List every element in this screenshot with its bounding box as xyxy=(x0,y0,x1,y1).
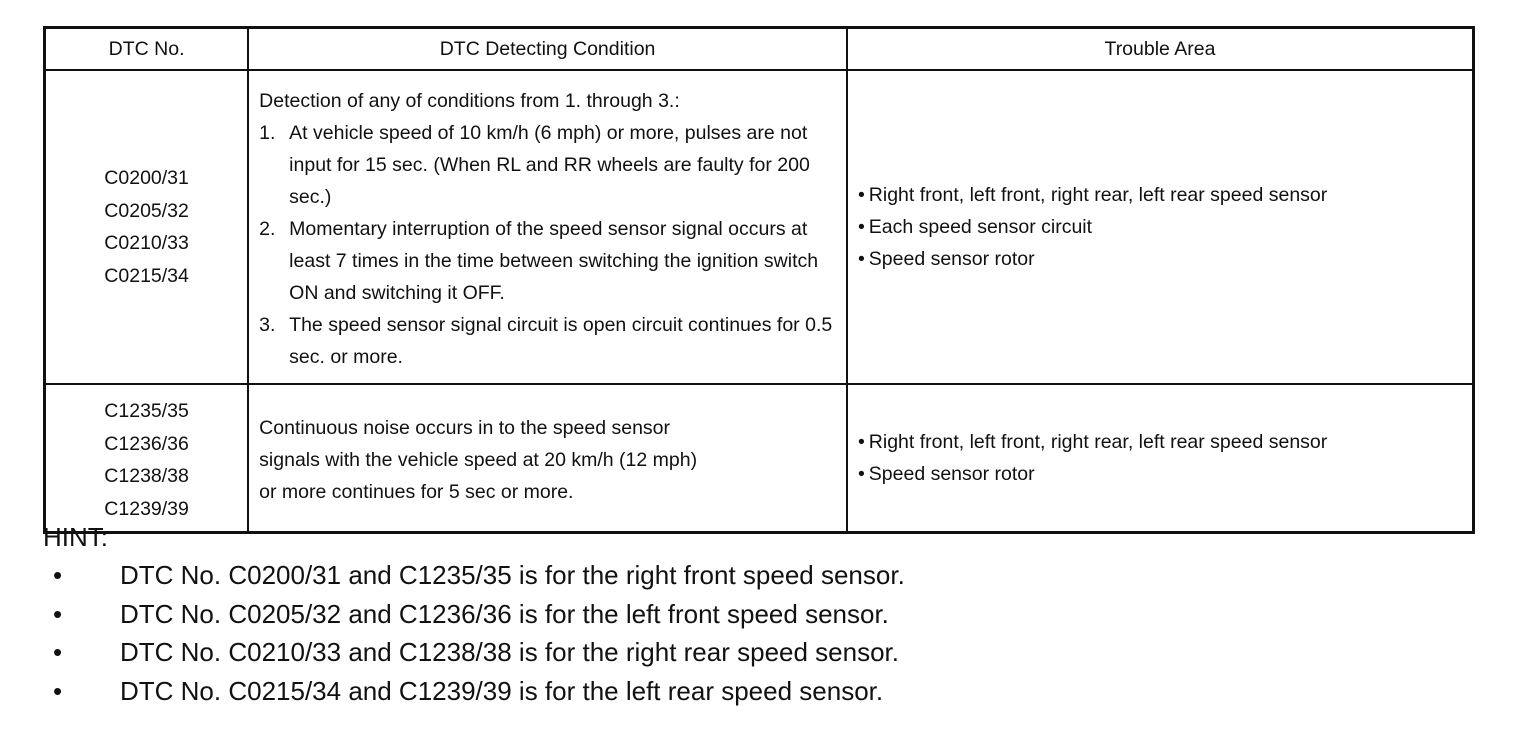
hint-item xyxy=(43,595,1483,634)
header-trouble-area: Trouble Area xyxy=(847,28,1474,71)
table-row xyxy=(45,70,1474,384)
trouble-area-item: • Speed sensor rotor xyxy=(858,243,1472,275)
dtc-codes-cell xyxy=(45,70,249,384)
trouble-area-cell xyxy=(847,70,1474,384)
trouble-area-item: • Right front, left front, right rear, left rear speed sensor xyxy=(858,426,1472,458)
condition-number: 3. xyxy=(259,314,276,336)
hint-text: DTC No. C0205/32 and C1236/36 is for the left front speed sensor. xyxy=(120,598,889,629)
trouble-area-item: • Right front, left front, right rear, left rear speed sensor xyxy=(858,179,1472,211)
condition-intro: Detection of any of conditions from 1. through 3.: xyxy=(259,90,680,112)
dtc-code: C0210/33 xyxy=(104,232,189,254)
dtc-code: C1239/39 xyxy=(104,497,189,520)
condition-text: Momentary interruption of the speed sensor signal occurs at least 7 times in the time between switching the ignition switch ON and switching it OFF. xyxy=(289,218,819,304)
dtc-code: C1235/35 xyxy=(104,400,189,422)
condition-cell xyxy=(248,384,847,533)
condition-cell xyxy=(248,70,847,384)
hint-item xyxy=(43,672,1483,711)
hint-title: HINT: xyxy=(43,522,108,552)
bullet-icon: • xyxy=(53,675,63,706)
hint-item xyxy=(43,633,1483,672)
header-detecting-condition: DTC Detecting Condition xyxy=(248,28,847,71)
hint-text: DTC No. C0200/31 and C1235/35 is for the right front speed sensor. xyxy=(120,560,905,590)
condition-line: signals with the vehicle speed at 20 km/h (12 mph) xyxy=(259,449,698,471)
dtc-code: C1238/38 xyxy=(104,465,189,487)
dtc-code: C1236/36 xyxy=(104,432,189,455)
condition-item xyxy=(259,117,836,213)
bullet-icon: • xyxy=(53,637,63,667)
trouble-area-cell xyxy=(847,384,1474,533)
bullet-icon: • xyxy=(53,598,63,629)
dtc-table xyxy=(43,26,1475,534)
condition-text: The speed sensor signal circuit is open circuit continues for 0.5 sec. or more. xyxy=(289,314,833,368)
table-row xyxy=(45,384,1474,533)
dtc-code: C0200/31 xyxy=(104,167,189,189)
condition-item xyxy=(259,309,836,373)
hint-item xyxy=(43,556,1483,595)
trouble-area-item: • Speed sensor rotor xyxy=(858,458,1472,490)
dtc-code: C0215/34 xyxy=(104,264,189,287)
condition-number: 1. xyxy=(259,122,276,144)
dtc-codes-cell xyxy=(45,384,249,533)
header-dtc-no: DTC No. xyxy=(45,28,249,71)
hint-text: DTC No. C0210/33 and C1238/38 is for the right rear speed sensor. xyxy=(120,637,899,667)
condition-item xyxy=(259,213,836,309)
trouble-area-item: • Each speed sensor circuit xyxy=(858,211,1472,243)
condition-line: or more continues for 5 sec or more. xyxy=(259,481,574,503)
bullet-icon: • xyxy=(53,560,63,590)
table-header-row xyxy=(45,28,1474,71)
hint-section xyxy=(43,518,1483,710)
hint-text: DTC No. C0215/34 and C1239/39 is for the left rear speed sensor. xyxy=(120,675,884,706)
condition-line: Continuous noise occurs in to the speed sensor xyxy=(259,417,671,439)
condition-number: 2. xyxy=(259,218,276,240)
dtc-code: C0205/32 xyxy=(104,199,189,222)
condition-text: At vehicle speed of 10 km/h (6 mph) or more, pulses are not input for 15 sec. (When RL and RR wheels are faulty for 200 sec.) xyxy=(289,122,810,208)
